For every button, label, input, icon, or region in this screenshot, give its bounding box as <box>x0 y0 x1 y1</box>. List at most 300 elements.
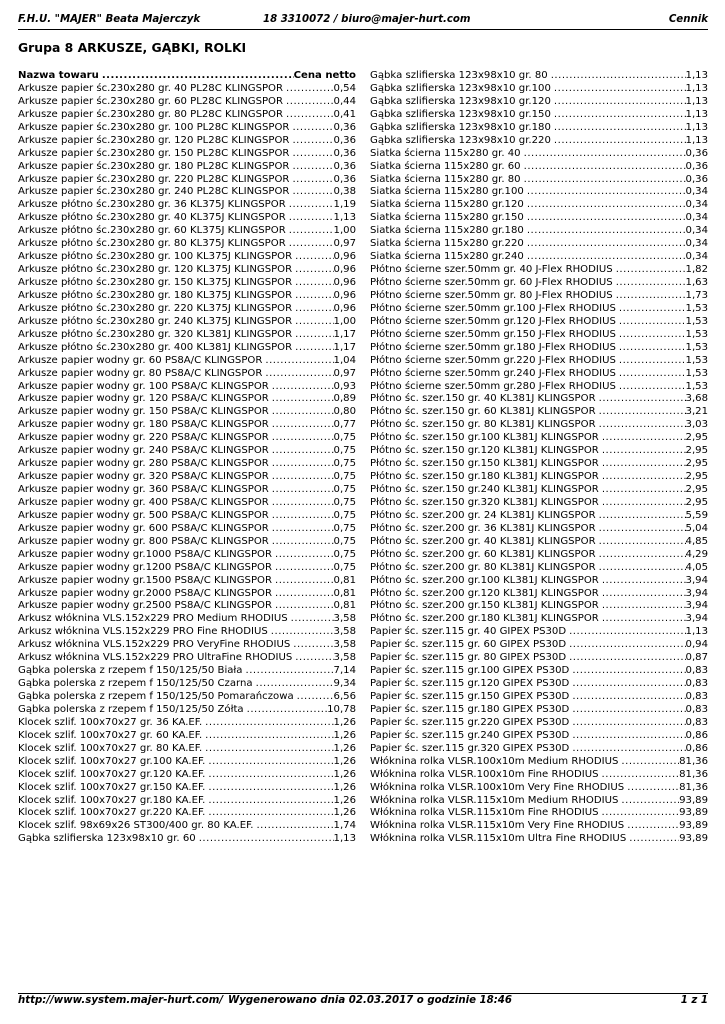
price-list-item <box>18 122 356 135</box>
price-list-item <box>370 575 708 588</box>
product-price: 9,34 <box>333 678 356 690</box>
price-list-item <box>370 458 708 471</box>
product-price: 1,53 <box>685 354 708 366</box>
product-name: Arkusze papier śc.230x280 gr. 60 PL28C KLINGSPOR <box>18 95 284 107</box>
product-price: 1,17 <box>333 328 356 340</box>
product-name: Arkusze papier wodny gr. 500 PS8A/C KLINGSPOR <box>18 509 269 521</box>
product-price: 1,26 <box>333 807 356 819</box>
dot-leader <box>292 251 333 264</box>
product-price: 0,96 <box>333 277 356 288</box>
product-price: 0,34 <box>685 238 708 250</box>
product-price: 4,05 <box>685 561 708 573</box>
price-list-item <box>18 497 356 510</box>
price-list-item <box>18 199 356 212</box>
product-price: 1,13 <box>333 212 356 224</box>
price-list-item <box>18 562 356 575</box>
dot-leader <box>272 575 334 588</box>
product-price: 1,74 <box>333 820 356 832</box>
product-name: Arkusze papier śc.230x280 gr. 80 PL28C KLINGSPOR <box>18 108 284 120</box>
product-price: 0,83 <box>685 716 708 728</box>
product-name: Siatka ścierna 115x280 gr.240 <box>370 251 524 263</box>
product-price: 0,83 <box>685 703 708 715</box>
dot-leader <box>524 199 686 212</box>
dot-leader <box>596 510 686 523</box>
price-list-item <box>370 316 708 329</box>
price-list-item <box>18 665 356 678</box>
footer-url[interactable]: http://www.system.majer-hurt.com/ <box>18 995 224 1006</box>
product-price: 0,75 <box>333 509 356 521</box>
product-name: Płótno ścierne szer.50mm gr.120 J-Flex RHODIUS <box>370 315 616 327</box>
product-price: 5,04 <box>685 522 708 534</box>
column-header-price: Cena netto <box>293 70 356 81</box>
dot-leader <box>551 122 686 135</box>
price-list-item <box>18 717 356 730</box>
price-list-item <box>18 135 356 148</box>
product-price: 3,58 <box>333 639 356 651</box>
product-price: 0,75 <box>333 484 356 495</box>
document-type: Cennik <box>668 14 708 25</box>
dot-leader <box>292 277 333 290</box>
dot-leader <box>599 497 686 510</box>
product-price: 2,95 <box>685 484 708 495</box>
dot-leader <box>566 652 685 665</box>
price-list-item <box>370 368 708 381</box>
product-price: 4,85 <box>685 535 708 547</box>
product-name: Arkusze płótno śc.230x280 gr. 150 KL375J KLINGSPOR <box>18 277 293 288</box>
product-price: 3,94 <box>685 574 708 586</box>
product-name: Arkusze płótno śc.230x280 gr. 40 KL375J KLINGSPOR <box>18 212 286 224</box>
product-price: 0,83 <box>685 665 708 677</box>
product-price: 0,96 <box>333 251 356 263</box>
dot-leader <box>521 161 686 174</box>
price-list-item <box>18 329 356 342</box>
product-price: 0,38 <box>333 186 356 198</box>
price-list-item <box>18 549 356 562</box>
product-price: 0,54 <box>333 82 356 94</box>
dot-leader <box>292 652 333 665</box>
dot-leader <box>624 782 679 795</box>
product-price: 0,97 <box>333 367 356 379</box>
product-price: 0,81 <box>333 600 356 612</box>
product-price: 3,58 <box>333 613 356 625</box>
product-name: Gąbka szlifierska 123x98x10 gr.220 <box>370 134 551 146</box>
product-name: Gąbka szlifierska 123x98x10 gr. 60 <box>18 833 196 845</box>
product-name: Papier śc. szer.115 gr.100 GIPEX PS30D <box>370 665 570 677</box>
dot-leader <box>269 458 334 471</box>
contact-info: 18 3310072 / biuro@majer-hurt.com <box>263 14 471 25</box>
price-list-item <box>18 807 356 820</box>
price-list-item <box>370 212 708 225</box>
product-name: Włóknina rolka VLSR.100x10m Fine RHODIUS <box>370 768 599 780</box>
price-list-item <box>370 445 708 458</box>
dot-leader <box>616 355 686 368</box>
dot-leader <box>624 820 679 833</box>
product-name: Płótno śc. szer.150 gr.240 KL381J KLINGSPOR <box>370 484 599 495</box>
dot-leader <box>289 174 333 187</box>
dot-leader <box>269 484 334 497</box>
price-list-item <box>370 600 708 613</box>
price-list-right-column <box>370 70 708 846</box>
price-list-item <box>18 652 356 665</box>
product-name: Arkusze papier wodny gr.2500 PS8A/C KLINGSPOR <box>18 600 273 612</box>
price-list-item <box>18 264 356 277</box>
dot-leader <box>618 756 679 769</box>
product-price: 0,83 <box>685 691 708 702</box>
price-list-item <box>370 510 708 523</box>
dot-leader <box>551 96 686 109</box>
dot-leader <box>599 769 680 782</box>
dot-leader <box>599 600 686 613</box>
product-name: Płótno ścierne szer.50mm gr.150 J-Flex RHODIUS <box>370 328 616 340</box>
price-list-item <box>370 820 708 833</box>
dot-leader <box>524 186 686 199</box>
product-price: 1,53 <box>685 367 708 379</box>
product-price: 1,53 <box>685 302 708 314</box>
price-list-item <box>370 225 708 238</box>
dot-leader <box>292 303 333 316</box>
dot-leader <box>269 381 334 394</box>
dot-leader <box>283 83 333 96</box>
product-price: 3,21 <box>685 406 708 418</box>
product-name: Papier śc. szer.115 gr.150 GIPEX PS30D <box>370 691 570 702</box>
dot-leader <box>551 83 686 96</box>
price-list-item <box>18 355 356 368</box>
product-price: 2,95 <box>685 471 708 483</box>
dot-leader <box>99 70 294 83</box>
footer-rule <box>18 993 708 994</box>
product-price: 0,96 <box>333 289 356 301</box>
product-price: 0,34 <box>685 186 708 198</box>
price-list-item <box>370 471 708 484</box>
product-name: Arkusz włóknina VLS.152x229 PRO VeryFine RHODIUS <box>18 639 291 651</box>
dot-leader <box>205 769 333 782</box>
dot-leader <box>292 290 333 303</box>
product-name: Gąbka szlifierska 123x98x10 gr.100 <box>370 82 551 94</box>
price-list-left-column <box>18 70 356 846</box>
product-name: Włóknina rolka VLSR.100x10m Very Fine RHODIUS <box>370 781 625 793</box>
price-list-item <box>370 613 708 626</box>
price-list-item <box>18 523 356 536</box>
price-list-item <box>18 212 356 225</box>
dot-leader <box>616 342 686 355</box>
product-name: Papier śc. szer.115 gr.320 GIPEX PS30D <box>370 742 570 754</box>
dot-leader <box>596 562 686 575</box>
product-name: Płótno śc. szer.150 gr.320 KL381J KLINGSPOR <box>370 496 599 508</box>
price-list-item <box>370 639 708 652</box>
price-list-item <box>18 316 356 329</box>
product-price: 1,19 <box>333 199 356 211</box>
price-list-item <box>370 161 708 174</box>
company-name: F.H.U. "MAJER" Beata Majerczyk <box>18 14 201 25</box>
price-list-item <box>370 795 708 808</box>
price-list-item <box>370 238 708 251</box>
product-price: 0,34 <box>685 199 708 211</box>
product-name: Arkusze papier śc.230x280 gr. 240 PL28C KLINGSPOR <box>18 186 290 198</box>
product-price: 3,94 <box>685 613 708 625</box>
product-name: Arkusze papier wodny gr.1000 PS8A/C KLINGSPOR <box>18 548 273 560</box>
dot-leader <box>292 329 333 342</box>
product-name: Arkusze papier wodny gr. 60 PS8A/C KLINGSPOR <box>18 354 263 366</box>
product-name: Siatka ścierna 115x280 gr. 40 <box>370 147 521 159</box>
product-price: 7,14 <box>333 665 356 677</box>
price-list-item <box>370 432 708 445</box>
dot-leader <box>618 795 679 808</box>
product-price: 1,26 <box>333 794 356 806</box>
product-name: Płótno śc. szer.200 gr.120 KL381J KLINGSPOR <box>370 587 599 599</box>
dot-leader <box>551 109 686 122</box>
price-list-item <box>370 484 708 497</box>
product-name: Klocek szlif. 100x70x27 gr.150 KA.EF. <box>18 781 206 793</box>
price-list-item <box>370 807 708 820</box>
dot-leader <box>272 549 334 562</box>
dot-leader <box>244 704 327 717</box>
product-name: Papier śc. szer.115 gr.120 GIPEX PS30D <box>370 678 570 690</box>
dot-leader <box>599 471 686 484</box>
product-price: 1,26 <box>333 755 356 767</box>
price-list-item <box>370 549 708 562</box>
product-name: Płótno śc. szer.200 gr. 36 KL381J KLINGSPOR <box>370 522 596 534</box>
dot-leader <box>551 135 686 148</box>
product-name: Arkusze płótno śc.230x280 gr. 80 KL375J KLINGSPOR <box>18 238 286 250</box>
product-price: 1,00 <box>333 225 356 237</box>
product-price: 0,36 <box>685 173 708 185</box>
product-name: Siatka ścierna 115x280 gr.150 <box>370 212 524 224</box>
price-list-item <box>370 148 708 161</box>
price-list-item <box>18 174 356 187</box>
price-list-item <box>18 225 356 238</box>
product-price: 0,75 <box>333 561 356 573</box>
product-price: 1,73 <box>685 289 708 301</box>
product-price: 0,89 <box>333 393 356 405</box>
product-name: Klocek szlif. 100x70x27 gr.120 KA.EF. <box>18 768 206 780</box>
product-name: Arkusze papier wodny gr. 80 PS8A/C KLINGSPOR <box>18 367 263 379</box>
product-name: Klocek szlif. 100x70x27 gr. 80 KA.EF. <box>18 742 203 754</box>
dot-leader <box>292 264 333 277</box>
price-list-item <box>370 782 708 795</box>
price-list-item <box>18 109 356 122</box>
price-list-item <box>18 795 356 808</box>
product-price: 0,93 <box>333 380 356 392</box>
price-list-item <box>370 562 708 575</box>
dot-leader <box>202 717 333 730</box>
product-name: Arkusze papier śc.230x280 gr. 100 PL28C KLINGSPOR <box>18 121 290 133</box>
dot-leader <box>596 406 686 419</box>
price-list-item <box>18 743 356 756</box>
product-price: 4,29 <box>685 548 708 560</box>
product-price: 1,53 <box>685 328 708 340</box>
price-list-item <box>370 83 708 96</box>
price-list-item <box>18 730 356 743</box>
price-list-item <box>370 536 708 549</box>
product-price: 1,13 <box>685 626 708 638</box>
product-price: 0,75 <box>333 445 356 457</box>
price-list-item <box>370 381 708 394</box>
product-name: Papier śc. szer.115 gr. 60 GIPEX PS30D <box>370 639 567 651</box>
product-price: 0,75 <box>333 458 356 470</box>
product-name: Arkusze papier wodny gr. 180 PS8A/C KLINGSPOR <box>18 419 269 431</box>
price-list-item <box>18 626 356 639</box>
dot-leader <box>286 225 334 238</box>
dot-leader <box>269 393 334 406</box>
dot-leader <box>569 678 685 691</box>
price-list-item <box>18 756 356 769</box>
product-name: Siatka ścierna 115x280 gr.180 <box>370 225 524 237</box>
dot-leader <box>294 691 334 704</box>
product-price: 1,13 <box>685 70 708 81</box>
price-list-item <box>18 148 356 161</box>
price-list-item <box>370 704 708 717</box>
product-price: 3,94 <box>685 600 708 612</box>
price-list-item <box>370 264 708 277</box>
product-price: 0,36 <box>333 134 356 146</box>
product-name: Siatka ścierna 115x280 gr. 80 <box>370 173 521 185</box>
product-price: 0,36 <box>685 160 708 172</box>
product-price: 0,81 <box>333 574 356 586</box>
product-price: 1,13 <box>685 108 708 120</box>
product-name: Papier śc. szer.115 gr. 80 GIPEX PS30D <box>370 652 567 664</box>
price-list-item <box>370 109 708 122</box>
price-list-item <box>370 833 708 846</box>
product-name: Arkusze płótno śc.230x280 gr. 400 KL381J KLINGSPOR <box>18 341 293 353</box>
product-price: 2,95 <box>685 432 708 444</box>
price-list-item <box>370 769 708 782</box>
price-list-item <box>370 743 708 756</box>
product-price: 3,03 <box>685 419 708 431</box>
product-name: Płótno śc. szer.150 gr. 60 KL381J KLINGSPOR <box>370 406 596 418</box>
dot-leader <box>599 484 686 497</box>
dot-leader <box>205 795 333 808</box>
price-list-item <box>18 419 356 432</box>
price-list-item <box>18 639 356 652</box>
dot-leader <box>569 665 685 678</box>
dot-leader <box>289 122 333 135</box>
dot-leader <box>205 756 333 769</box>
product-name: Arkusz włóknina VLS.152x229 PRO Fine RHODIUS <box>18 626 268 638</box>
product-price: 1,26 <box>333 781 356 793</box>
price-list-item <box>18 445 356 458</box>
dot-leader <box>569 743 685 756</box>
header-rule <box>18 29 708 30</box>
product-price: 1,26 <box>333 768 356 780</box>
product-name: Arkusze płótno śc.230x280 gr. 60 KL375J KLINGSPOR <box>18 225 286 237</box>
price-list-item <box>18 432 356 445</box>
dot-leader <box>289 161 333 174</box>
price-list-item <box>18 290 356 303</box>
product-price: 1,13 <box>685 82 708 94</box>
product-name: Arkusze papier wodny gr.1500 PS8A/C KLINGSPOR <box>18 574 273 586</box>
price-list-item <box>18 769 356 782</box>
product-price: 0,36 <box>333 147 356 159</box>
product-name: Płótno ścierne szer.50mm gr. 60 J-Flex RHODIUS <box>370 277 613 288</box>
price-list-item <box>370 199 708 212</box>
price-list-item <box>18 820 356 833</box>
dot-leader <box>253 820 333 833</box>
dot-leader <box>292 316 333 329</box>
product-name: Płótno ścierne szer.50mm gr. 40 J-Flex RHODIUS <box>370 264 613 276</box>
dot-leader <box>599 432 686 445</box>
dot-leader <box>521 148 686 161</box>
product-price: 81,36 <box>679 755 708 767</box>
product-price: 1,13 <box>333 833 356 845</box>
price-list-item <box>18 600 356 613</box>
price-list-item <box>370 174 708 187</box>
price-list-item <box>370 497 708 510</box>
product-name: Klocek szlif. 100x70x27 gr.100 KA.EF. <box>18 755 206 767</box>
dot-leader <box>283 96 333 109</box>
product-price: 1,53 <box>685 341 708 353</box>
dot-leader <box>242 665 333 678</box>
price-list-item <box>370 717 708 730</box>
price-list-item <box>370 122 708 135</box>
product-name: Gąbka polerska z rzepem f 150/125/50 Czarna <box>18 678 253 690</box>
price-list-item <box>370 96 708 109</box>
price-list-item <box>18 406 356 419</box>
product-price: 0,86 <box>685 742 708 754</box>
product-name: Papier śc. szer.115 gr. 40 GIPEX PS30D <box>370 626 567 638</box>
price-list-item <box>18 575 356 588</box>
product-name: Siatka ścierna 115x280 gr.120 <box>370 199 524 211</box>
dot-leader <box>292 342 333 355</box>
price-list-item <box>370 419 708 432</box>
product-name: Klocek szlif. 100x70x27 gr.180 KA.EF. <box>18 794 206 806</box>
price-list-item <box>370 678 708 691</box>
product-name: Arkusze papier wodny gr. 360 PS8A/C KLINGSPOR <box>18 484 269 495</box>
product-price: 0,86 <box>685 729 708 741</box>
product-name: Arkusze papier wodny gr.1200 PS8A/C KLINGSPOR <box>18 561 273 573</box>
product-name: Płótno śc. szer.150 gr. 40 KL381J KLINGSPOR <box>370 393 596 405</box>
product-name: Arkusze płótno śc.230x280 gr. 36 KL375J KLINGSPOR <box>18 199 286 211</box>
product-name: Płótno śc. szer.150 gr.120 KL381J KLINGSPOR <box>370 445 599 457</box>
dot-leader <box>289 186 333 199</box>
product-price: 0,36 <box>333 173 356 185</box>
price-list-item <box>370 251 708 264</box>
price-list-item <box>18 536 356 549</box>
price-list-item <box>18 303 356 316</box>
product-name: Arkusz włóknina VLS.152x229 PRO Medium RHODIUS <box>18 613 288 625</box>
product-name: Papier śc. szer.115 gr.180 GIPEX PS30D <box>370 703 570 715</box>
product-price: 1,82 <box>685 264 708 276</box>
product-price: 1,26 <box>333 742 356 754</box>
dot-leader <box>569 730 685 743</box>
price-list-item <box>370 342 708 355</box>
dot-leader <box>269 432 334 445</box>
product-price: 3,94 <box>685 587 708 599</box>
dot-leader <box>599 458 686 471</box>
product-price: 1,53 <box>685 315 708 327</box>
price-list-item <box>18 96 356 109</box>
product-name: Płótno śc. szer.150 gr. 80 KL381J KLINGSPOR <box>370 419 596 431</box>
dot-leader <box>272 588 334 601</box>
product-name: Gąbka polerska z rzepem f 150/125/50 Biała <box>18 665 243 677</box>
price-list-item <box>18 484 356 497</box>
product-price: 0,36 <box>685 147 708 159</box>
dot-leader <box>269 471 334 484</box>
dot-leader <box>272 600 334 613</box>
product-price: 1,17 <box>333 341 356 353</box>
price-list-item <box>370 652 708 665</box>
dot-leader <box>566 639 685 652</box>
product-name: Płótno śc. szer.200 gr. 40 KL381J KLINGSPOR <box>370 535 596 547</box>
dot-leader <box>616 381 686 394</box>
product-price: 10,78 <box>327 703 356 715</box>
dot-leader <box>613 277 686 290</box>
product-name: Płótno ścierne szer.50mm gr.220 J-Flex RHODIUS <box>370 354 616 366</box>
price-list-item <box>370 303 708 316</box>
price-list-item <box>18 393 356 406</box>
dot-leader <box>613 290 686 303</box>
dot-leader <box>286 238 334 251</box>
product-price: 1,26 <box>333 716 356 728</box>
